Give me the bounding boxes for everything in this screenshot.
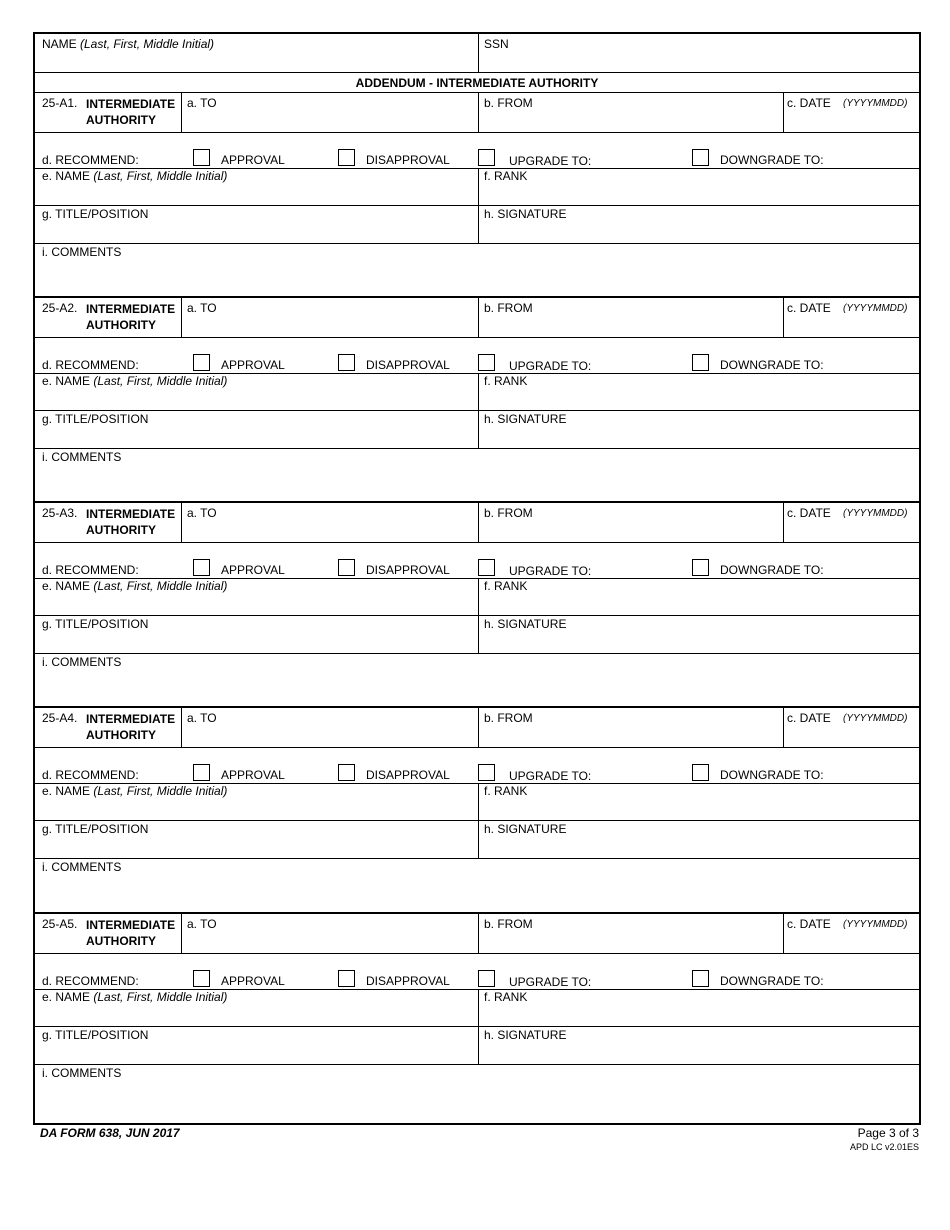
upgrade-label: UPGRADE TO:: [509, 564, 592, 578]
signature-input[interactable]: [479, 1027, 919, 1064]
disapproval-label: DISAPPROVAL: [366, 563, 450, 577]
from-label: b. FROM: [484, 96, 533, 110]
downgrade-label: DOWNGRADE TO:: [720, 153, 824, 167]
to-label: a. TO: [187, 301, 217, 315]
from-input[interactable]: [479, 707, 783, 747]
date-label: c. DATE: [787, 917, 831, 931]
section-number: 25-A3.: [42, 506, 78, 520]
comments-input[interactable]: [35, 859, 919, 911]
downgrade-checkbox[interactable]: [692, 970, 709, 987]
approval-checkbox[interactable]: [193, 559, 210, 576]
title-position-input[interactable]: [35, 821, 478, 858]
signature-input[interactable]: [479, 206, 919, 243]
signature-input[interactable]: [479, 411, 919, 448]
from-label: b. FROM: [484, 917, 533, 931]
divider: [35, 953, 919, 954]
date-format-hint: (YYYYMMDD): [843, 508, 908, 519]
intermediate-authority-section: [35, 92, 919, 297]
authority-title: AUTHORITY: [86, 318, 156, 332]
name-input[interactable]: [35, 990, 478, 1026]
downgrade-label: DOWNGRADE TO:: [720, 974, 824, 988]
approval-label: APPROVAL: [221, 358, 285, 372]
name-input[interactable]: [35, 579, 478, 615]
from-input[interactable]: [479, 297, 783, 337]
name-label-text: e. NAME: [42, 990, 91, 1004]
downgrade-checkbox[interactable]: [692, 354, 709, 371]
section-number: 25-A1.: [42, 96, 78, 110]
title-position-label: g. TITLE/POSITION: [42, 617, 149, 631]
divider: [35, 542, 919, 543]
date-label: c. DATE: [787, 96, 831, 110]
approval-checkbox[interactable]: [193, 149, 210, 166]
disapproval-label: DISAPPROVAL: [366, 974, 450, 988]
name-field-label: NAME (Last, First, Middle Initial): [42, 37, 215, 51]
to-label: a. TO: [187, 711, 217, 725]
divider: [35, 72, 919, 73]
downgrade-label: DOWNGRADE TO:: [720, 563, 824, 577]
name-input[interactable]: [35, 374, 478, 410]
name-format-hint: (Last, First, Middle Initial): [93, 784, 228, 798]
disapproval-checkbox[interactable]: [338, 764, 355, 781]
to-label: a. TO: [187, 96, 217, 110]
date-label: c. DATE: [787, 506, 831, 520]
title-position-input[interactable]: [35, 411, 478, 448]
name-format-hint: (Last, First, Middle Initial): [93, 579, 228, 593]
disapproval-checkbox[interactable]: [338, 970, 355, 987]
signature-input[interactable]: [479, 821, 919, 858]
date-label: c. DATE: [787, 711, 831, 725]
disapproval-checkbox[interactable]: [338, 149, 355, 166]
authority-title: AUTHORITY: [86, 934, 156, 948]
form-id: DA FORM 638, JUN 2017: [40, 1126, 180, 1140]
upgrade-checkbox[interactable]: [478, 354, 495, 371]
disapproval-label: DISAPPROVAL: [366, 358, 450, 372]
name-input[interactable]: [35, 34, 478, 72]
divider: [35, 132, 919, 133]
authority-title: INTERMEDIATE: [86, 918, 176, 932]
signature-label: h. SIGNATURE: [484, 412, 567, 426]
upgrade-checkbox[interactable]: [478, 149, 495, 166]
signature-label: h. SIGNATURE: [484, 207, 567, 221]
upgrade-checkbox[interactable]: [478, 764, 495, 781]
disapproval-checkbox[interactable]: [338, 559, 355, 576]
name-label-text: e. NAME: [42, 169, 91, 183]
approval-label: APPROVAL: [221, 768, 285, 782]
authority-title: AUTHORITY: [86, 523, 156, 537]
section-number: 25-A4.: [42, 711, 78, 725]
comments-label: i. COMMENTS: [42, 245, 122, 259]
addendum-title: ADDENDUM - INTERMEDIATE AUTHORITY: [355, 76, 599, 90]
from-label: b. FROM: [484, 301, 533, 315]
recommend-label: d. RECOMMEND:: [42, 974, 139, 988]
name-format-hint: (Last, First, Middle Initial): [93, 374, 228, 388]
date-format-hint: (YYYYMMDD): [843, 919, 908, 930]
upgrade-label: UPGRADE TO:: [509, 154, 592, 168]
divider: [35, 337, 919, 338]
title-position-label: g. TITLE/POSITION: [42, 822, 149, 836]
ssn-field-label: SSN: [484, 37, 509, 51]
downgrade-checkbox[interactable]: [692, 764, 709, 781]
date-input[interactable]: [784, 707, 919, 747]
comments-label: i. COMMENTS: [42, 1066, 122, 1080]
form-version: APD LC v2.01ES: [849, 1142, 919, 1152]
signature-label: h. SIGNATURE: [484, 1028, 567, 1042]
comments-label: i. COMMENTS: [42, 860, 122, 874]
downgrade-label: DOWNGRADE TO:: [720, 358, 824, 372]
date-format-hint: (YYYYMMDD): [843, 713, 908, 724]
comments-input[interactable]: [35, 1065, 919, 1121]
date-input[interactable]: [784, 502, 919, 542]
signature-label: h. SIGNATURE: [484, 822, 567, 836]
rank-label: f. RANK: [484, 990, 528, 1004]
authority-title: INTERMEDIATE: [86, 507, 176, 521]
rank-label: f. RANK: [484, 169, 528, 183]
name-label-text: e. NAME: [42, 374, 91, 388]
name-format-hint: (Last, First, Middle Initial): [93, 990, 228, 1004]
recommend-label: d. RECOMMEND:: [42, 153, 139, 167]
approval-label: APPROVAL: [221, 563, 285, 577]
from-input[interactable]: [479, 913, 783, 953]
approval-label: APPROVAL: [221, 974, 285, 988]
upgrade-checkbox[interactable]: [478, 559, 495, 576]
title-position-input[interactable]: [35, 616, 478, 653]
approval-checkbox[interactable]: [193, 764, 210, 781]
to-input[interactable]: [182, 297, 478, 337]
date-label: c. DATE: [787, 301, 831, 315]
upgrade-checkbox[interactable]: [478, 970, 495, 987]
intermediate-authority-section: [35, 297, 919, 502]
to-label: a. TO: [187, 917, 217, 931]
title-position-input[interactable]: [35, 1027, 478, 1064]
authority-title: AUTHORITY: [86, 113, 156, 127]
section-number: 25-A5.: [42, 917, 78, 931]
approval-checkbox[interactable]: [193, 354, 210, 371]
downgrade-checkbox[interactable]: [692, 149, 709, 166]
disapproval-label: DISAPPROVAL: [366, 768, 450, 782]
divider: [35, 747, 919, 748]
section-number: 25-A2.: [42, 301, 78, 315]
authority-title: INTERMEDIATE: [86, 712, 176, 726]
comments-input[interactable]: [35, 654, 919, 705]
downgrade-checkbox[interactable]: [692, 559, 709, 576]
date-format-hint: (YYYYMMDD): [843, 98, 908, 109]
comments-input[interactable]: [35, 449, 919, 500]
title-position-label: g. TITLE/POSITION: [42, 1028, 149, 1042]
title-position-label: g. TITLE/POSITION: [42, 207, 149, 221]
signature-input[interactable]: [479, 616, 919, 653]
date-input[interactable]: [784, 297, 919, 337]
rank-label: f. RANK: [484, 374, 528, 388]
downgrade-label: DOWNGRADE TO:: [720, 768, 824, 782]
approval-checkbox[interactable]: [193, 970, 210, 987]
upgrade-label: UPGRADE TO:: [509, 769, 592, 783]
name-input[interactable]: [35, 169, 478, 205]
date-input[interactable]: [784, 913, 919, 953]
authority-title: INTERMEDIATE: [86, 97, 176, 111]
approval-label: APPROVAL: [221, 153, 285, 167]
recommend-label: d. RECOMMEND:: [42, 768, 139, 782]
to-input[interactable]: [182, 913, 478, 953]
rank-input[interactable]: [479, 169, 919, 205]
rank-input[interactable]: [479, 374, 919, 410]
to-label: a. TO: [187, 506, 217, 520]
from-label: b. FROM: [484, 506, 533, 520]
title-position-input[interactable]: [35, 206, 478, 243]
comments-label: i. COMMENTS: [42, 450, 122, 464]
ssn-input[interactable]: [479, 34, 919, 72]
upgrade-label: UPGRADE TO:: [509, 975, 592, 989]
rank-input[interactable]: [479, 579, 919, 615]
to-input[interactable]: [182, 707, 478, 747]
recommend-label: d. RECOMMEND:: [42, 358, 139, 372]
date-format-hint: (YYYYMMDD): [843, 303, 908, 314]
intermediate-authority-section: [35, 502, 919, 707]
intermediate-authority-section: [35, 913, 919, 1123]
name-input[interactable]: [35, 784, 478, 820]
from-label: b. FROM: [484, 711, 533, 725]
rank-label: f. RANK: [484, 579, 528, 593]
name-label-text: e. NAME: [42, 579, 91, 593]
comments-input[interactable]: [35, 244, 919, 295]
addendum-form: [33, 32, 921, 1125]
disapproval-checkbox[interactable]: [338, 354, 355, 371]
name-format-hint: (Last, First, Middle Initial): [93, 169, 228, 183]
from-input[interactable]: [479, 502, 783, 542]
comments-label: i. COMMENTS: [42, 655, 122, 669]
from-input[interactable]: [479, 92, 783, 132]
intermediate-authority-section: [35, 707, 919, 913]
recommend-label: d. RECOMMEND:: [42, 563, 139, 577]
upgrade-label: UPGRADE TO:: [509, 359, 592, 373]
rank-input[interactable]: [479, 990, 919, 1026]
to-input[interactable]: [182, 502, 478, 542]
rank-label: f. RANK: [484, 784, 528, 798]
name-label-text: e. NAME: [42, 784, 91, 798]
to-input[interactable]: [182, 92, 478, 132]
signature-label: h. SIGNATURE: [484, 617, 567, 631]
date-input[interactable]: [784, 92, 919, 132]
authority-title: INTERMEDIATE: [86, 302, 176, 316]
rank-input[interactable]: [479, 784, 919, 820]
page-number: Page 3 of 3: [857, 1126, 919, 1140]
authority-title: AUTHORITY: [86, 728, 156, 742]
disapproval-label: DISAPPROVAL: [366, 153, 450, 167]
title-position-label: g. TITLE/POSITION: [42, 412, 149, 426]
